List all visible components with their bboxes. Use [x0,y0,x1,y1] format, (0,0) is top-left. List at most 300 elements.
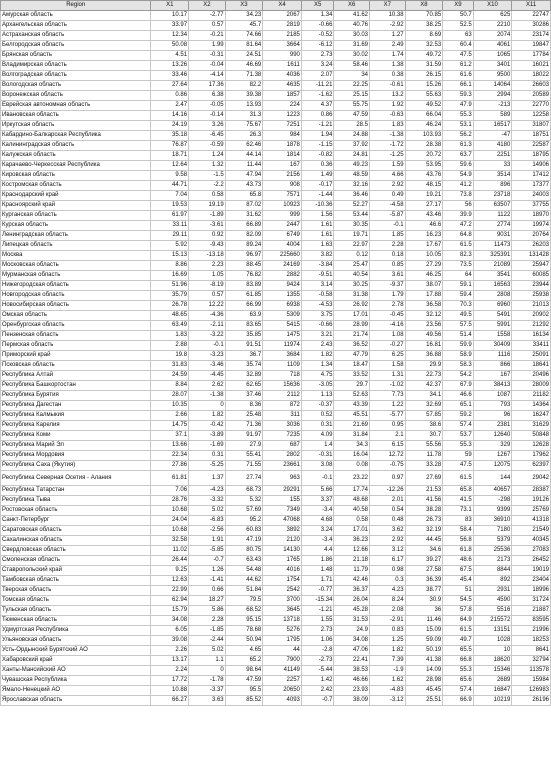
value-cell[interactable]: 95.2 [225,516,263,526]
value-cell[interactable]: 43.46 [405,211,443,221]
value-cell[interactable]: 46.6 [443,391,473,401]
value-cell[interactable]: 12640 [473,431,512,441]
table-row[interactable] [1,696,551,706]
value-cell[interactable]: 46.6 [405,221,443,231]
value-cell[interactable]: 2.92 [370,536,406,546]
value-cell[interactable]: 19.71 [334,231,370,241]
value-cell[interactable]: 12.66 [334,546,370,556]
value-cell[interactable]: 0.52 [301,411,334,421]
value-cell[interactable]: 41149 [263,666,302,676]
value-cell[interactable]: 2.24 [151,666,189,676]
value-cell[interactable]: -5.77 [370,411,406,421]
value-cell[interactable]: 1.48 [301,566,334,576]
value-cell[interactable]: 31.3 [225,111,263,121]
value-cell[interactable]: 83.65 [225,321,263,331]
value-cell[interactable]: -47 [473,131,512,141]
value-cell[interactable]: 1.63 [301,241,334,251]
value-cell[interactable]: 32794 [512,656,551,666]
value-cell[interactable]: 2112 [263,391,302,401]
value-cell[interactable]: -1.89 [189,211,226,221]
value-cell[interactable]: -0.1 [189,341,226,351]
value-cell[interactable]: -2.44 [189,636,226,646]
value-cell[interactable]: 2819 [263,21,302,31]
table-row[interactable] [1,291,551,301]
table-row[interactable] [1,111,551,121]
value-cell[interactable]: 1028 [473,636,512,646]
value-cell[interactable]: 34.1 [405,391,443,401]
value-cell[interactable]: 3700 [263,596,302,606]
value-cell[interactable]: -0.59 [189,141,226,151]
value-cell[interactable]: 95.15 [225,616,263,626]
value-cell[interactable]: 3036 [263,421,302,431]
region-name-cell[interactable]: Республика Башкортостан [1,381,151,391]
value-cell[interactable]: 62.65 [225,381,263,391]
value-cell[interactable]: 23404 [512,576,551,586]
value-cell[interactable]: 28009 [512,381,551,391]
value-cell[interactable]: -3.89 [189,431,226,441]
value-cell[interactable]: 66.9 [443,696,473,706]
value-cell[interactable]: 45.51 [334,411,370,421]
value-cell[interactable]: 896 [473,181,512,191]
value-cell[interactable]: 3.08 [301,461,334,471]
value-cell[interactable]: -6.83 [189,516,226,526]
value-cell[interactable]: 85.52 [225,696,263,706]
region-name-cell[interactable]: Республика Тыва [1,496,151,506]
value-cell[interactable]: 68.73 [225,486,263,496]
value-cell[interactable]: 22.41 [334,656,370,666]
value-cell[interactable]: 30409 [473,341,512,351]
value-cell[interactable]: 4.68 [301,516,334,526]
value-cell[interactable]: 1.38 [370,61,406,71]
region-name-cell[interactable]: Курганская область [1,211,151,221]
value-cell[interactable]: 3.75 [301,311,334,321]
value-cell[interactable]: -5.44 [301,666,334,676]
value-cell[interactable]: 4590 [473,596,512,606]
value-cell[interactable]: 46.24 [405,121,443,131]
value-cell[interactable]: 32.89 [225,371,263,381]
value-cell[interactable]: 46.66 [334,676,370,686]
value-cell[interactable]: 16134 [512,331,551,341]
region-name-cell[interactable]: Республика Карелия [1,421,151,431]
value-cell[interactable]: 75.67 [225,121,263,131]
value-cell[interactable]: 58.4 [443,526,473,536]
value-cell[interactable]: 17.74 [334,486,370,496]
value-cell[interactable]: 17.67 [405,241,443,251]
value-cell[interactable]: 74.66 [225,31,263,41]
value-cell[interactable]: 56 [443,201,473,211]
value-cell[interactable]: 62397 [512,461,551,471]
value-cell[interactable]: 37.92 [334,141,370,151]
value-cell[interactable]: 28.07 [151,391,189,401]
value-cell[interactable]: 54.2 [443,371,473,381]
value-cell[interactable]: -213 [473,101,512,111]
value-cell[interactable]: 16847 [473,686,512,696]
value-cell[interactable]: 51.84 [225,586,263,596]
table-row[interactable] [1,181,551,191]
value-cell[interactable]: -2.56 [189,526,226,536]
value-cell[interactable]: 1.37 [189,471,226,486]
value-cell[interactable]: 60085 [512,271,551,281]
value-cell[interactable]: 18253 [512,636,551,646]
value-cell[interactable]: 4.75 [301,371,334,381]
table-row[interactable] [1,401,551,411]
region-name-cell[interactable]: Кабардино-Балкарская Республика [1,131,151,141]
value-cell[interactable]: 83 [443,516,473,526]
value-cell[interactable]: 47.59 [334,111,370,121]
value-cell[interactable]: 47068 [263,516,302,526]
value-cell[interactable]: 872 [263,401,302,411]
value-cell[interactable]: 18.27 [189,596,226,606]
value-cell[interactable]: -0.45 [370,311,406,321]
value-cell[interactable]: -10.36 [301,201,334,211]
table-row[interactable] [1,271,551,281]
value-cell[interactable]: 17.36 [189,81,226,91]
table-row[interactable] [1,361,551,371]
value-cell[interactable]: 57.69 [225,506,263,516]
value-cell[interactable]: 11.79 [334,566,370,576]
value-cell[interactable]: 32.19 [405,526,443,536]
value-cell[interactable]: 73.5 [443,261,473,271]
value-cell[interactable]: 55.63 [405,91,443,101]
value-cell[interactable]: 40345 [512,536,551,546]
value-cell[interactable]: 7.04 [151,191,189,201]
region-name-cell[interactable]: Усть-Ордынский Бурятский АО [1,646,151,656]
value-cell[interactable]: 16.23 [405,231,443,241]
value-cell[interactable]: -1.72 [370,141,406,151]
value-cell[interactable]: -1.21 [301,121,334,131]
value-cell[interactable]: 61.5 [443,241,473,251]
value-cell[interactable]: 1.25 [370,636,406,646]
value-cell[interactable]: 311 [263,411,302,421]
value-cell[interactable]: 71.36 [225,421,263,431]
value-cell[interactable]: -0.37 [301,401,334,411]
value-cell[interactable]: -3.32 [189,496,226,506]
value-cell[interactable]: 3514 [473,171,512,181]
value-cell[interactable]: 43.39 [334,401,370,411]
value-cell[interactable]: 131428 [512,251,551,261]
value-cell[interactable]: 24169 [263,261,302,271]
value-cell[interactable]: 61.85 [225,291,263,301]
value-cell[interactable]: 0.54 [370,506,406,516]
region-name-cell[interactable]: Архангельская область [1,21,151,31]
value-cell[interactable]: 1.82 [370,646,406,656]
value-cell[interactable]: 3.14 [301,281,334,291]
value-cell[interactable]: 57.8 [443,606,473,616]
value-cell[interactable]: 4061 [473,41,512,51]
value-cell[interactable]: 65.8 [443,486,473,496]
value-cell[interactable]: 57.4 [443,421,473,431]
value-cell[interactable]: 2542 [263,586,302,596]
value-cell[interactable]: 11.46 [405,616,443,626]
column-header-x6[interactable]: X6 [334,1,370,11]
value-cell[interactable]: 62.94 [151,596,189,606]
value-cell[interactable]: 0.85 [370,261,406,271]
value-cell[interactable]: 31.84 [334,431,370,441]
value-cell[interactable]: 42.37 [405,381,443,391]
value-cell[interactable]: -3.4 [301,536,334,546]
region-name-cell[interactable]: Москва [1,251,151,261]
table-row[interactable] [1,496,551,506]
value-cell[interactable]: 9.25 [151,566,189,576]
value-cell[interactable]: 7235 [263,431,302,441]
value-cell[interactable]: 4.4 [301,546,334,556]
value-cell[interactable]: -0.42 [189,421,226,431]
value-cell[interactable]: 41.56 [405,496,443,506]
value-cell[interactable]: 91.51 [225,341,263,351]
value-cell[interactable]: 17.88 [405,291,443,301]
value-cell[interactable]: 3.24 [301,61,334,71]
value-cell[interactable]: -3.23 [189,351,226,361]
value-cell[interactable]: 2.78 [370,301,406,311]
value-cell[interactable]: 1.55 [301,616,334,626]
value-cell[interactable]: 65.5 [443,646,473,656]
value-cell[interactable]: 31724 [512,596,551,606]
value-cell[interactable]: 19.19 [189,201,226,211]
value-cell[interactable]: 28.5 [334,121,370,131]
value-cell[interactable]: 23944 [512,281,551,291]
value-cell[interactable]: -0.7 [189,556,226,566]
value-cell[interactable]: 19019 [512,566,551,576]
value-cell[interactable]: 24.19 [151,121,189,131]
value-cell[interactable]: 1087 [473,391,512,401]
value-cell[interactable]: 1857 [263,91,302,101]
value-cell[interactable]: -0.21 [189,31,226,41]
value-cell[interactable]: 63 [443,31,473,41]
value-cell[interactable]: 0 [189,401,226,411]
table-row[interactable] [1,41,551,51]
value-cell[interactable]: 1.94 [301,131,334,141]
value-cell[interactable]: -15.34 [301,596,334,606]
value-cell[interactable]: 17.72 [151,676,189,686]
value-cell[interactable]: 25.15 [334,91,370,101]
value-cell[interactable]: 60.83 [225,526,263,536]
value-cell[interactable]: 8.84 [151,381,189,391]
value-cell[interactable]: -0.7 [301,696,334,706]
value-cell[interactable]: 1.27 [370,31,406,41]
region-name-cell[interactable]: Республика Мордовия [1,451,151,461]
value-cell[interactable]: 5516 [473,606,512,616]
value-cell[interactable]: 34.23 [225,11,263,21]
value-cell[interactable]: 984 [263,131,302,141]
value-cell[interactable]: 4.23 [370,586,406,596]
region-name-cell[interactable]: Томская область [1,596,151,606]
value-cell[interactable]: 4180 [473,141,512,151]
region-name-cell[interactable]: Пензенская область [1,331,151,341]
value-cell[interactable]: 32.69 [405,401,443,411]
value-cell[interactable]: 1.62 [370,676,406,686]
value-cell[interactable]: 19847 [512,41,551,51]
region-name-cell[interactable]: Калининградская область [1,141,151,151]
region-name-cell[interactable]: Республика Марий Эл [1,441,151,451]
value-cell[interactable]: 27.64 [151,81,189,91]
value-cell[interactable]: 45.45 [405,686,443,696]
value-cell[interactable]: 2.26 [151,646,189,656]
value-cell[interactable]: 80.75 [225,546,263,556]
value-cell[interactable]: 103.93 [405,131,443,141]
value-cell[interactable]: 12258 [512,111,551,121]
value-cell[interactable]: 6.25 [370,351,406,361]
value-cell[interactable]: 1109 [263,361,302,371]
value-cell[interactable]: 59.1 [443,281,473,291]
value-cell[interactable]: 27.29 [405,261,443,271]
value-cell[interactable]: 0.12 [334,251,370,261]
value-cell[interactable]: 23.56 [405,321,443,331]
value-cell[interactable]: 1.4 [301,441,334,451]
value-cell[interactable]: 31.59 [405,61,443,71]
value-cell[interactable]: 59.3 [443,91,473,101]
region-name-cell[interactable]: Республика Калмыкия [1,411,151,421]
value-cell[interactable]: 47.59 [225,676,263,686]
value-cell[interactable]: 15.09 [405,626,443,636]
value-cell[interactable]: 66.1 [443,81,473,91]
value-cell[interactable]: 1795 [263,636,302,646]
value-cell[interactable]: 30.02 [334,51,370,61]
value-cell[interactable]: 3.37 [301,496,334,506]
value-cell[interactable]: -1.02 [370,381,406,391]
value-cell[interactable]: 28.98 [405,676,443,686]
value-cell[interactable]: 22.34 [151,451,189,461]
value-cell[interactable]: 54.48 [225,566,263,576]
value-cell[interactable]: 55.41 [225,451,263,461]
value-cell[interactable]: 16021 [512,61,551,71]
value-cell[interactable]: 38.53 [334,666,370,676]
value-cell[interactable]: 20764 [512,231,551,241]
value-cell[interactable]: 6.17 [370,556,406,566]
value-cell[interactable]: 4.51 [151,51,189,61]
table-row[interactable] [1,211,551,221]
value-cell[interactable]: 21.18 [334,556,370,566]
value-cell[interactable]: 31.38 [334,291,370,301]
value-cell[interactable]: 10 [473,646,512,656]
value-cell[interactable]: 29291 [263,486,302,496]
value-cell[interactable]: 2.73 [301,626,334,636]
value-cell[interactable]: 15.13 [151,251,189,261]
table-row[interactable] [1,636,551,646]
value-cell[interactable]: 866 [473,361,512,371]
table-row[interactable] [1,596,551,606]
value-cell[interactable]: 21182 [512,391,551,401]
value-cell[interactable]: -4.45 [189,371,226,381]
value-cell[interactable]: 20.72 [405,151,443,161]
value-cell[interactable]: 45.28 [334,606,370,616]
value-cell[interactable]: 33 [473,161,512,171]
value-cell[interactable]: 50848 [512,431,551,441]
value-cell[interactable]: 78.68 [225,626,263,636]
value-cell[interactable]: 5.02 [189,506,226,516]
value-cell[interactable]: 81.64 [225,41,263,51]
value-cell[interactable]: 61.81 [151,471,189,486]
value-cell[interactable]: 48.59 [334,171,370,181]
value-cell[interactable]: 5415 [263,321,302,331]
value-cell[interactable]: 47.06 [334,646,370,656]
value-cell[interactable]: 0.31 [301,421,334,431]
value-cell[interactable]: 45.4 [443,576,473,586]
value-cell[interactable]: 45.7 [225,21,263,31]
value-cell[interactable]: -9.43 [189,241,226,251]
value-cell[interactable]: -9.51 [301,271,334,281]
value-cell[interactable]: 67.5 [443,566,473,576]
value-cell[interactable]: 49.72 [405,51,443,61]
table-row[interactable] [1,231,551,241]
value-cell[interactable]: 0.98 [370,566,406,576]
value-cell[interactable]: 39.38 [225,91,263,101]
value-cell[interactable]: 91.97 [225,431,263,441]
value-cell[interactable]: 26.3 [225,131,263,141]
value-cell[interactable]: 26203 [512,241,551,251]
value-cell[interactable]: 49.56 [405,331,443,341]
value-cell[interactable]: 32.58 [151,536,189,546]
value-cell[interactable]: 0.49 [370,191,406,201]
table-row[interactable] [1,381,551,391]
value-cell[interactable]: 96 [473,411,512,421]
value-cell[interactable]: 21089 [473,261,512,271]
value-cell[interactable]: 44.45 [405,536,443,546]
column-header-x4[interactable]: X4 [263,1,302,11]
region-name-cell[interactable]: Тамбовская область [1,576,151,586]
value-cell[interactable]: 58.9 [443,351,473,361]
region-name-cell[interactable]: Оренбургская область [1,321,151,331]
value-cell[interactable]: 155 [263,496,302,506]
value-cell[interactable]: 26.92 [334,301,370,311]
region-name-cell[interactable]: Мурманская область [1,271,151,281]
value-cell[interactable]: 1.56 [301,211,334,221]
table-row[interactable] [1,261,551,271]
value-cell[interactable]: 2802 [263,451,302,461]
column-header-x5[interactable]: X5 [301,1,334,11]
value-cell[interactable]: -0.66 [301,321,334,331]
value-cell[interactable]: 48.65 [151,311,189,321]
table-row[interactable] [1,281,551,291]
value-cell[interactable]: 23718 [473,191,512,201]
value-cell[interactable]: 5379 [473,536,512,546]
region-name-cell[interactable]: Тверская область [1,586,151,596]
value-cell[interactable]: 793 [473,401,512,411]
value-cell[interactable]: 60.4 [443,41,473,51]
value-cell[interactable]: 18795 [512,151,551,161]
value-cell[interactable]: 999 [263,211,302,221]
value-cell[interactable]: 47.2 [443,221,473,231]
value-cell[interactable]: 26.04 [334,596,370,606]
value-cell[interactable]: 1.61 [301,221,334,231]
value-cell[interactable]: 9399 [473,506,512,516]
region-name-cell[interactable]: Липецкая область [1,241,151,251]
value-cell[interactable]: 46.25 [405,271,443,281]
value-cell[interactable]: 64 [443,271,473,281]
table-row[interactable] [1,526,551,536]
value-cell[interactable]: 2.92 [370,181,406,191]
value-cell[interactable]: 2931 [473,586,512,596]
value-cell[interactable]: 11.44 [225,161,263,171]
value-cell[interactable]: 23661 [263,461,302,471]
value-cell[interactable]: -1.5 [189,171,226,181]
value-cell[interactable]: 12075 [473,461,512,471]
value-cell[interactable]: 3.12 [370,546,406,556]
value-cell[interactable]: 38.25 [405,21,443,31]
value-cell[interactable]: 71.38 [225,71,263,81]
value-cell[interactable]: 18.71 [151,151,189,161]
value-cell[interactable]: 1611 [263,61,302,71]
table-row[interactable] [1,131,551,141]
value-cell[interactable]: -4.58 [370,201,406,211]
value-cell[interactable]: 24.59 [151,371,189,381]
value-cell[interactable]: 7.39 [370,656,406,666]
value-cell[interactable]: 14.16 [151,111,189,121]
value-cell[interactable]: 1.74 [370,51,406,61]
value-cell[interactable]: -0.05 [189,101,226,111]
value-cell[interactable]: 29042 [512,471,551,486]
value-cell[interactable]: 17.01 [334,311,370,321]
table-row[interactable] [1,471,551,486]
